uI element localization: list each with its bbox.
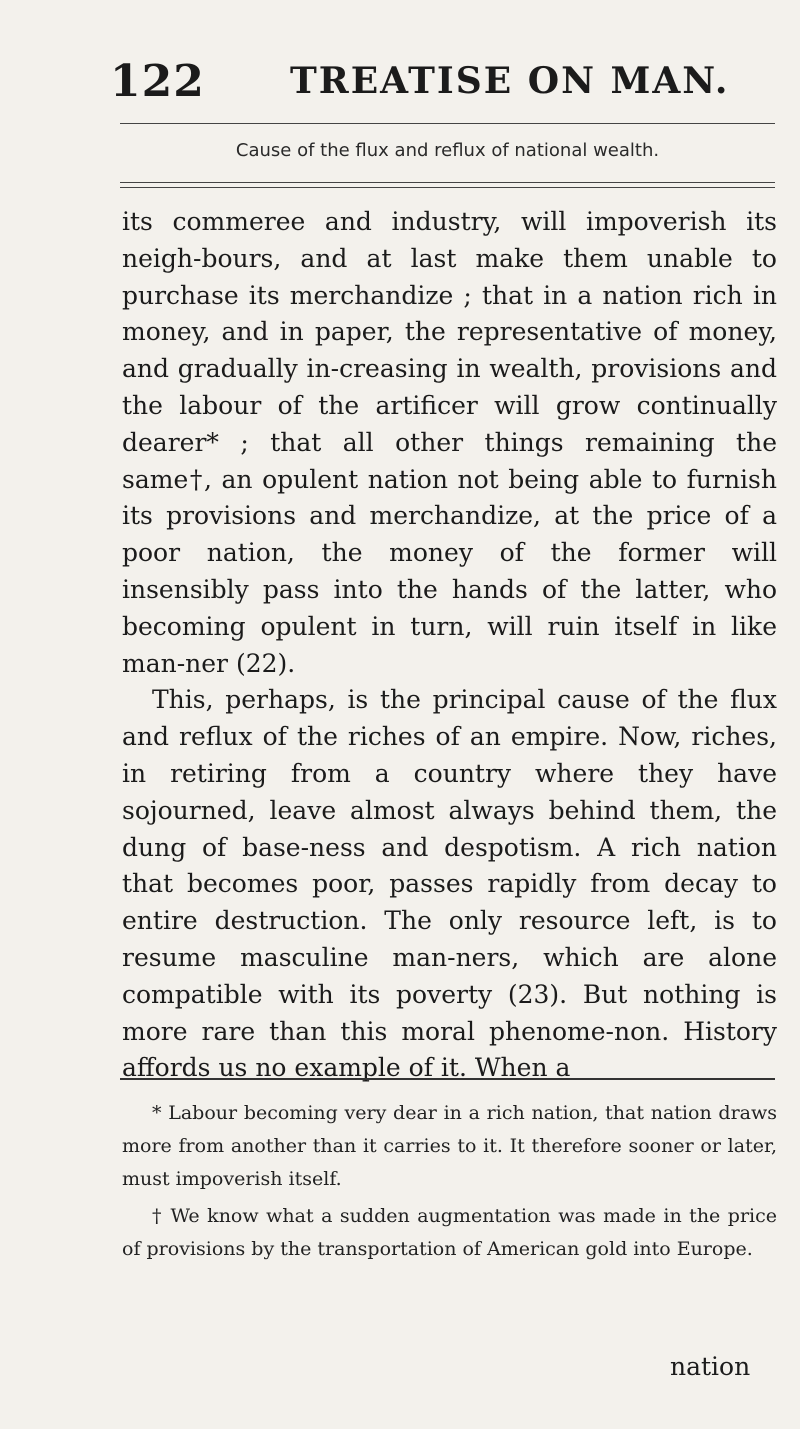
- double-rule: [120, 182, 775, 188]
- footnote: † We know what a sudden augmentation was made in the price of provisions by the transportation of American gold into Europe.: [122, 1205, 777, 1260]
- page-number: 122: [110, 56, 205, 107]
- footnote: * Labour becoming very dear in a rich nation, that nation draws more from another than it carries to it. It therefore sooner or later, must impoverish itself.: [122, 1102, 777, 1190]
- running-head: TREATISE ON MAN.: [290, 60, 730, 102]
- catchword: nation: [670, 1352, 751, 1381]
- footnotes: [122, 1097, 777, 1270]
- body-text: [122, 204, 777, 1087]
- header-rule: [120, 123, 775, 124]
- paragraph: This, perhaps, is the principal cause of the flux and reflux of the riches of an empire. Now, riches, in retiring from a country where they have sojourned, leave almost always behind them, the dung of base-ness and despotism. A rich nation that becomes poor, passes rapidly from decay to entire destruction. The only resource left, is to resume masculine man-ners, which are alone compatible with its poverty (23). But nothing is more rare than this moral phenome-non. History affords us no example of it. When a: [122, 685, 777, 1083]
- footnote-rule: [120, 1078, 775, 1080]
- section-subheading: Cause of the flux and reflux of national wealth.: [235, 140, 660, 161]
- paragraph: its commeree and industry, will impoverish its neigh-bours, and at last make them unable to purchase its merchandize ; that in a nation rich in money, and in paper, the representative of money, and gradually in-creasing in wealth, provisions and the labour of the artificer will grow continually dearer* ; that all other things remaining the same†, an opulent nation not being able to furnish its provisions and merchandize, at the price of a poor nation, the money of the former will insensibly pass into the hands of the latter, who becoming opulent in turn, will ruin itself in like man-ner (22).: [122, 207, 777, 678]
